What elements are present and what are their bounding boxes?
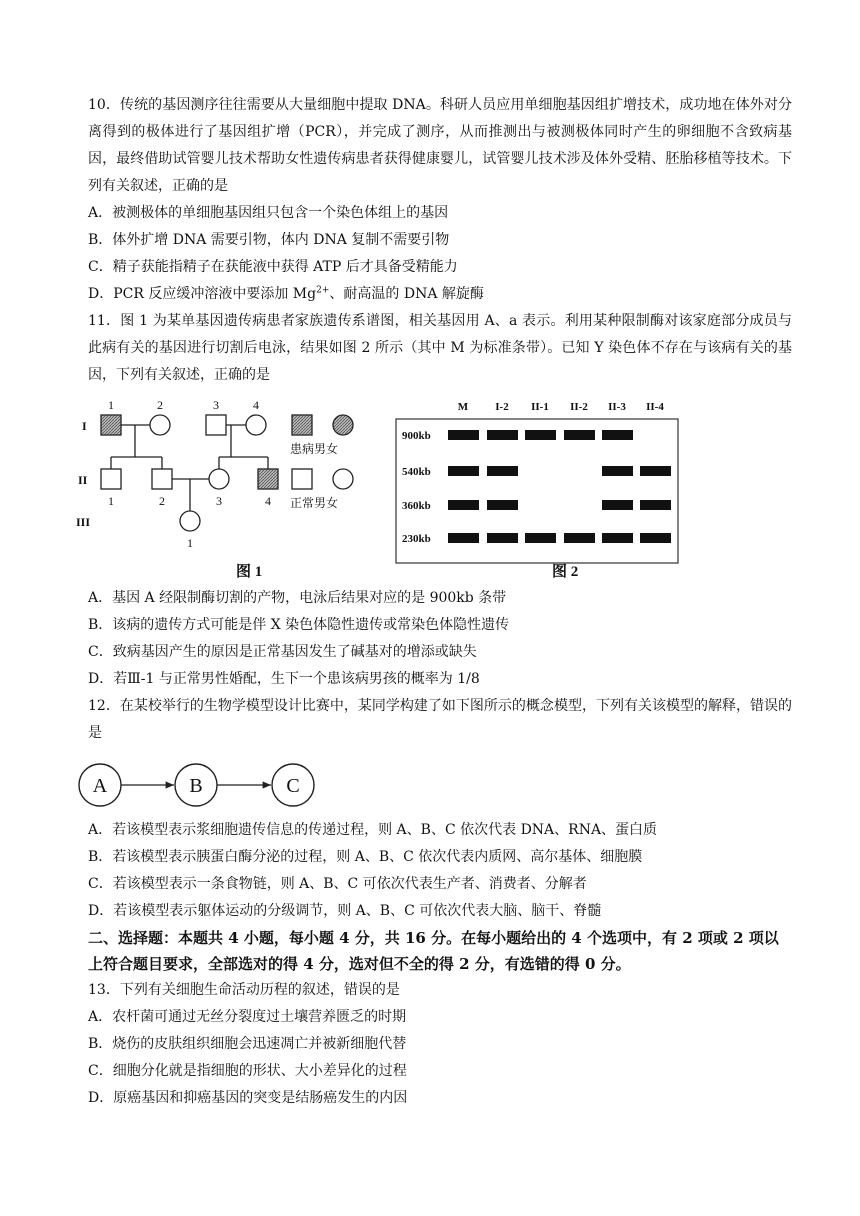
q10-option-a: A．被测极体的单细胞基因组只包含一个染色体组上的基因	[88, 205, 449, 221]
fig1-caption: 图 1	[236, 564, 263, 580]
gel-band	[640, 500, 671, 510]
exam-page	[76, 92, 792, 1112]
gel-band	[487, 533, 518, 543]
gel-band	[448, 533, 479, 543]
pedigree-I3	[206, 415, 226, 435]
q13-option-d: D．原癌基因和抑癌基因的突变是结肠癌发生的内因	[88, 1090, 408, 1106]
q10-stem: 10．传统的基因测序往往需要从大量细胞中提取 DNA。科研人员应用单细胞基因组扩增技术，成功地在体外对分离得到的极体进行了基因组扩增（PCR），并完成了测序，从而推测出与被测极体同时产生的卵细胞不含致病基因，最终借助试管婴儿技术帮助女性遗传病患者获得健康婴儿，试管婴儿技术涉及体外受精、胚胎移植等技术。下列有关叙述，正确的是	[88, 97, 792, 194]
pedigree-figure	[78, 395, 358, 581]
pedigree-II1	[101, 469, 121, 489]
gel-lane-label: II-4	[646, 401, 664, 413]
q12-stem: 12．在某校举行的生物学模型设计比赛中，某同学构建了如下图所示的概念模型，下列有关该模型的解释，错误的是	[88, 698, 792, 741]
gel-size-label: 540kb	[402, 466, 431, 478]
num-II4: 4	[265, 494, 271, 508]
pedigree-I1	[101, 415, 121, 435]
q13-stem: 13．下列有关细胞生命活动历程的叙述，错误的是	[88, 982, 400, 998]
gel-lane-label: II-2	[570, 401, 588, 413]
gel-size-label: 900kb	[402, 430, 431, 442]
num-III1: 1	[187, 536, 193, 550]
gel-band	[640, 466, 671, 476]
legend-affected-label: 患病男女	[290, 442, 339, 456]
model-label-b: B	[189, 775, 203, 797]
legend-normal-label: 正常男女	[290, 496, 339, 510]
num-I4: 4	[253, 398, 259, 412]
q11-option-d: D．若Ⅲ-1 与正常男性婚配，生下一个患该病男孩的概率为 1/8	[88, 671, 480, 687]
num-II2: 2	[159, 494, 165, 508]
legend-affected-male	[292, 415, 312, 435]
gel-band	[525, 533, 556, 543]
num-II1: 1	[108, 494, 114, 508]
gen-label-III: III	[76, 515, 91, 529]
legend-affected-female	[333, 415, 353, 435]
q10-option-d-post: 、耐高温的 DNA 解旋酶	[329, 286, 484, 302]
q10-option-b: B．体外扩增 DNA 需要引物，体内 DNA 复制不需要引物	[88, 232, 450, 248]
q13-option-b: B．烧伤的皮肤组织细胞会迅速凋亡并被新细胞代替	[88, 1036, 407, 1052]
gel-band	[487, 430, 518, 440]
fig2-caption: 图 2	[552, 564, 579, 580]
pedigree-II3	[209, 469, 229, 489]
electrophoresis-figure	[384, 395, 684, 581]
q11-figures	[76, 395, 792, 581]
gel-band	[525, 430, 556, 440]
section2-heading: 二、选择题：本题共 4 小题，每小题 4 分，共 16 分。在每小题给出的 4 个选项中，有 2 项或 2 项以上符合题目要求，全部选对的得 4 分，选对但不全的得 2 分，有选错的得 0 分。	[88, 929, 779, 973]
q10-option-d-sup: 2+	[316, 285, 330, 296]
gen-label-I: I	[82, 419, 87, 433]
model-label-c: C	[286, 775, 300, 797]
q10-option-d	[88, 281, 792, 308]
q11-stem: 11．图 1 为某单基因遗传病患者家族遗传系谱图，相关基因用 A、a 表示。利用某种限制酶对该家庭部分成员与此病有关的基因进行切割后电泳，结果如图 2 所示（其中 M 为标准条带）。已知 Y 染色体不存在与该病有关的基因，下列有关叙述，正确的是	[88, 313, 792, 383]
gel-band	[640, 533, 671, 543]
gel-lane-label: M	[457, 401, 469, 413]
gel-band	[448, 500, 479, 510]
concept-model	[88, 753, 792, 813]
q13-option-a: A．农杆菌可通过无丝分裂度过土壤营养匮乏的时期	[88, 1009, 407, 1025]
legend-normal-female	[333, 469, 353, 489]
gel-lane-label: I-2	[495, 401, 509, 413]
gel-band	[448, 430, 479, 440]
gel-band	[602, 533, 633, 543]
q11-option-c: C．致病基因产生的原因是正常基因发生了碱基对的增添或缺失	[88, 644, 477, 660]
q10-option-d-pre: D．PCR 反应缓冲溶液中要添加 Mg	[88, 286, 317, 302]
q12-option-c: C．若该模型表示一条食物链，则 A、B、C 可依次代表生产者、消费者、分解者	[88, 876, 587, 892]
pedigree-I4	[246, 415, 266, 435]
q10-option-c: C．精子获能指精子在获能液中获得 ATP 后才具备受精能力	[88, 259, 458, 275]
pedigree-II2	[152, 469, 172, 489]
gel-size-label: 360kb	[402, 500, 431, 512]
num-II3: 3	[216, 494, 222, 508]
gel-band	[564, 533, 595, 543]
gel-lane-label: II-3	[608, 401, 626, 413]
q11-option-a: A．基因 A 经限制酶切割的产物，电泳后结果对应的是 900kb 条带	[88, 590, 507, 606]
q12-option-b: B．若该模型表示胰蛋白酶分泌的过程，则 A、B、C 依次代表内质网、高尔基体、细胞膜	[88, 849, 643, 865]
num-I3: 3	[213, 398, 219, 412]
gel-band	[602, 500, 633, 510]
num-I1: 1	[108, 398, 114, 412]
num-I2: 2	[157, 398, 163, 412]
pedigree-I2	[150, 415, 170, 435]
q11-option-b: B．该病的遗传方式可能是伴 X 染色体隐性遗传或常染色体隐性遗传	[88, 617, 510, 633]
pedigree-III1	[180, 511, 200, 531]
q12-option-d: D．若该模型表示躯体运动的分级调节，则 A、B、C 可依次代表大脑、脑干、脊髓	[88, 903, 602, 919]
gen-label-II: II	[78, 473, 88, 487]
gel-band	[487, 500, 518, 510]
q12-option-a: A．若该模型表示浆细胞遗传信息的传递过程，则 A、B、C 依次代表 DNA、RNA、蛋白质	[88, 822, 658, 838]
gel-lane-label: II-1	[531, 401, 549, 413]
pedigree-II4	[258, 469, 278, 489]
gel-band	[487, 466, 518, 476]
model-label-a: A	[92, 775, 108, 797]
gel-band	[602, 466, 633, 476]
q13-option-c: C．细胞分化就是指细胞的形状、大小差异化的过程	[88, 1063, 407, 1079]
gel-band	[602, 430, 633, 440]
gel-size-label: 230kb	[402, 533, 431, 545]
legend-normal-male	[292, 469, 312, 489]
gel-band	[448, 466, 479, 476]
gel-band	[564, 430, 595, 440]
